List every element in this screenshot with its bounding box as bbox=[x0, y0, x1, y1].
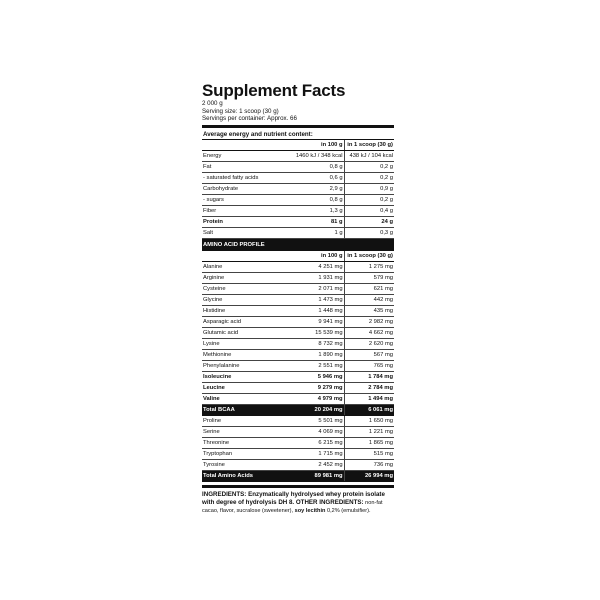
nutrient-section-title: Average energy and nutrient content: bbox=[203, 130, 313, 138]
amino-name: Leucine bbox=[202, 382, 294, 393]
amino-value-per-scoop: 1 784 mg bbox=[344, 371, 394, 382]
amino-value-per100: 8 732 mg bbox=[294, 338, 344, 349]
amino-value-per100: 20 204 mg bbox=[294, 404, 344, 415]
nutrient-value-per-scoop: 0,2 g bbox=[344, 195, 394, 206]
nutrient-name: Salt bbox=[202, 228, 294, 239]
amino-header-row bbox=[202, 250, 394, 261]
amino-value-per100: 15 539 mg bbox=[294, 327, 344, 338]
amino-name: Cysteine bbox=[202, 283, 294, 294]
nutrient-header-name bbox=[202, 140, 294, 151]
nutrient-header-row bbox=[202, 140, 394, 151]
amino-value-per-scoop: 1 221 mg bbox=[344, 426, 394, 437]
amino-value-per-scoop: 26 994 mg bbox=[344, 470, 394, 481]
amino-name: Threonine bbox=[202, 437, 294, 448]
amino-name: Asparagic acid bbox=[202, 316, 294, 327]
amino-value-per100: 1 448 mg bbox=[294, 305, 344, 316]
amino-value-per100: 1 931 mg bbox=[294, 272, 344, 283]
nutrient-value-per100: 0,8 g bbox=[294, 162, 344, 173]
amino-row bbox=[202, 448, 394, 459]
amino-value-per-scoop: 435 mg bbox=[344, 305, 394, 316]
amino-row bbox=[202, 327, 394, 338]
nutrient-value-per-scoop: 0,2 g bbox=[344, 162, 394, 173]
ingredients-text bbox=[202, 488, 394, 516]
amino-value-per100: 2 071 mg bbox=[294, 283, 344, 294]
nutrient-name: Fiber bbox=[202, 206, 294, 217]
nutrient-value-per-scoop: 24 g bbox=[344, 217, 394, 228]
ingredients-line3-pre: cacao, flavor, sucralose (sweetener), bbox=[202, 508, 295, 515]
amino-header-name bbox=[202, 250, 294, 261]
ingredients-line2-bold: with degree of hydrolysis DH 8. OTHER INGREDIENTS: bbox=[202, 498, 364, 506]
amino-name: Methionine bbox=[202, 349, 294, 360]
amino-value-per100: 5 501 mg bbox=[294, 415, 344, 426]
amino-value-per-scoop: 765 mg bbox=[344, 360, 394, 371]
nutrient-value-per-scoop: 0,3 g bbox=[344, 228, 394, 239]
nutrient-header-per-scoop: in 1 scoop (30 g) bbox=[344, 140, 394, 151]
nutrient-value-per-scoop: 0,9 g bbox=[344, 184, 394, 195]
amino-name: Tryptophan bbox=[202, 448, 294, 459]
amino-row bbox=[202, 349, 394, 360]
amino-value-per100: 9 941 mg bbox=[294, 316, 344, 327]
amino-row bbox=[202, 316, 394, 327]
nutrient-row bbox=[202, 228, 394, 239]
amino-value-per100: 1 890 mg bbox=[294, 349, 344, 360]
amino-row bbox=[202, 305, 394, 316]
amino-row bbox=[202, 426, 394, 437]
nutrient-row bbox=[202, 173, 394, 184]
nutrient-row bbox=[202, 217, 394, 228]
amino-value-per-scoop: 442 mg bbox=[344, 294, 394, 305]
nutrient-row bbox=[202, 195, 394, 206]
nutrient-value-per100: 81 g bbox=[294, 217, 344, 228]
amino-row bbox=[202, 338, 394, 349]
amino-value-per-scoop: 2 620 mg bbox=[344, 338, 394, 349]
amino-row bbox=[202, 261, 394, 272]
amino-row bbox=[202, 283, 394, 294]
nutrient-value-per-scoop: 0,2 g bbox=[344, 173, 394, 184]
amino-name: Tyrosine bbox=[202, 459, 294, 470]
ingredients-line3-post: 0,2% (emulsifier). bbox=[325, 508, 371, 515]
amino-value-per100: 6 215 mg bbox=[294, 437, 344, 448]
amino-value-per100: 4 979 mg bbox=[294, 393, 344, 404]
nutrient-name: Protein bbox=[202, 217, 294, 228]
amino-value-per100: 4 069 mg bbox=[294, 426, 344, 437]
amino-name: Valine bbox=[202, 393, 294, 404]
amino-row bbox=[202, 437, 394, 448]
nutrient-name: - saturated fatty acids bbox=[202, 173, 294, 184]
amino-value-per-scoop: 1 650 mg bbox=[344, 415, 394, 426]
nutrient-row bbox=[202, 151, 394, 162]
amino-name: Total BCAA bbox=[202, 404, 294, 415]
amino-value-per-scoop: 579 mg bbox=[344, 272, 394, 283]
amino-name: Glycine bbox=[202, 294, 294, 305]
nutrient-table bbox=[202, 140, 394, 240]
amino-value-per100: 9 279 mg bbox=[294, 382, 344, 393]
nutrient-value-per100: 0,8 g bbox=[294, 195, 344, 206]
amino-value-per-scoop: 2 784 mg bbox=[344, 382, 394, 393]
amino-row bbox=[202, 382, 394, 393]
amino-row bbox=[202, 371, 394, 382]
amino-value-per100: 89 981 mg bbox=[294, 470, 344, 481]
amino-row bbox=[202, 360, 394, 371]
nutrient-name: - sugars bbox=[202, 195, 294, 206]
nutrient-value-per100: 0,6 g bbox=[294, 173, 344, 184]
amino-row bbox=[202, 415, 394, 426]
amino-name: Glutamic acid bbox=[202, 327, 294, 338]
nutrient-row bbox=[202, 162, 394, 173]
nutrient-value-per100: 1 g bbox=[294, 228, 344, 239]
panel-title: Supplement Facts bbox=[202, 81, 346, 100]
amino-row bbox=[202, 393, 394, 404]
nutrient-name: Energy bbox=[202, 151, 294, 162]
nutrient-row bbox=[202, 184, 394, 195]
amino-row bbox=[202, 272, 394, 283]
amino-section-title: AMINO ACID PROFILE bbox=[202, 239, 394, 250]
servings-per-container: Servings per container: Approx. 66 bbox=[202, 115, 297, 123]
amino-value-per-scoop: 4 662 mg bbox=[344, 327, 394, 338]
serving-size: Serving size: 1 scoop (30 g) bbox=[202, 107, 279, 115]
nutrient-value-per100: 1,3 g bbox=[294, 206, 344, 217]
amino-name: Proline bbox=[202, 415, 294, 426]
amino-value-per100: 4 251 mg bbox=[294, 261, 344, 272]
nutrient-value-per-scoop: 0,4 g bbox=[344, 206, 394, 217]
nutrient-name: Fat bbox=[202, 162, 294, 173]
amino-name: Lysine bbox=[202, 338, 294, 349]
amino-name: Isoleucine bbox=[202, 371, 294, 382]
amino-value-per-scoop: 736 mg bbox=[344, 459, 394, 470]
amino-row bbox=[202, 459, 394, 470]
amino-value-per-scoop: 1 494 mg bbox=[344, 393, 394, 404]
pack-size: 2 000 g bbox=[202, 100, 223, 107]
supplement-facts-panel bbox=[202, 82, 394, 516]
nutrient-header-per100: in 100 g bbox=[294, 140, 344, 151]
amino-value-per-scoop: 1 275 mg bbox=[344, 261, 394, 272]
amino-name: Total Amino Acids bbox=[202, 470, 294, 481]
amino-value-per-scoop: 515 mg bbox=[344, 448, 394, 459]
amino-header-per100: in 100 g bbox=[294, 250, 344, 261]
nutrient-value-per-scoop: 438 kJ / 104 kcal bbox=[344, 151, 394, 162]
amino-value-per-scoop: 2 982 mg bbox=[344, 316, 394, 327]
amino-value-per-scoop: 621 mg bbox=[344, 283, 394, 294]
amino-header-per-scoop: in 1 scoop (30 g) bbox=[344, 250, 394, 261]
amino-name: Histidine bbox=[202, 305, 294, 316]
ingredients-line3-bold: soy lecithin bbox=[294, 508, 326, 515]
amino-table bbox=[202, 239, 394, 482]
amino-row bbox=[202, 470, 394, 481]
amino-row bbox=[202, 404, 394, 415]
amino-value-per-scoop: 567 mg bbox=[344, 349, 394, 360]
ingredients-line2-rest: non-fat bbox=[363, 499, 383, 506]
amino-name: Alanine bbox=[202, 261, 294, 272]
amino-name: Arginine bbox=[202, 272, 294, 283]
nutrient-value-per100: 2,9 g bbox=[294, 184, 344, 195]
amino-value-per100: 2 551 mg bbox=[294, 360, 344, 371]
amino-value-per-scoop: 1 865 mg bbox=[344, 437, 394, 448]
ingredients-line1: INGREDIENTS: Enzymatically hydrolysed whey protein isolate bbox=[202, 490, 385, 498]
amino-value-per100: 5 946 mg bbox=[294, 371, 344, 382]
amino-name: Serine bbox=[202, 426, 294, 437]
amino-value-per100: 2 452 mg bbox=[294, 459, 344, 470]
amino-row bbox=[202, 294, 394, 305]
amino-value-per100: 1 715 mg bbox=[294, 448, 344, 459]
nutrient-row bbox=[202, 206, 394, 217]
amino-value-per-scoop: 6 061 mg bbox=[344, 404, 394, 415]
amino-name: Phenylalanine bbox=[202, 360, 294, 371]
nutrient-value-per100: 1460 kJ / 348 kcal bbox=[294, 151, 344, 162]
amino-value-per100: 1 473 mg bbox=[294, 294, 344, 305]
amino-section-title-row bbox=[202, 239, 394, 250]
nutrient-name: Carbohydrate bbox=[202, 184, 294, 195]
